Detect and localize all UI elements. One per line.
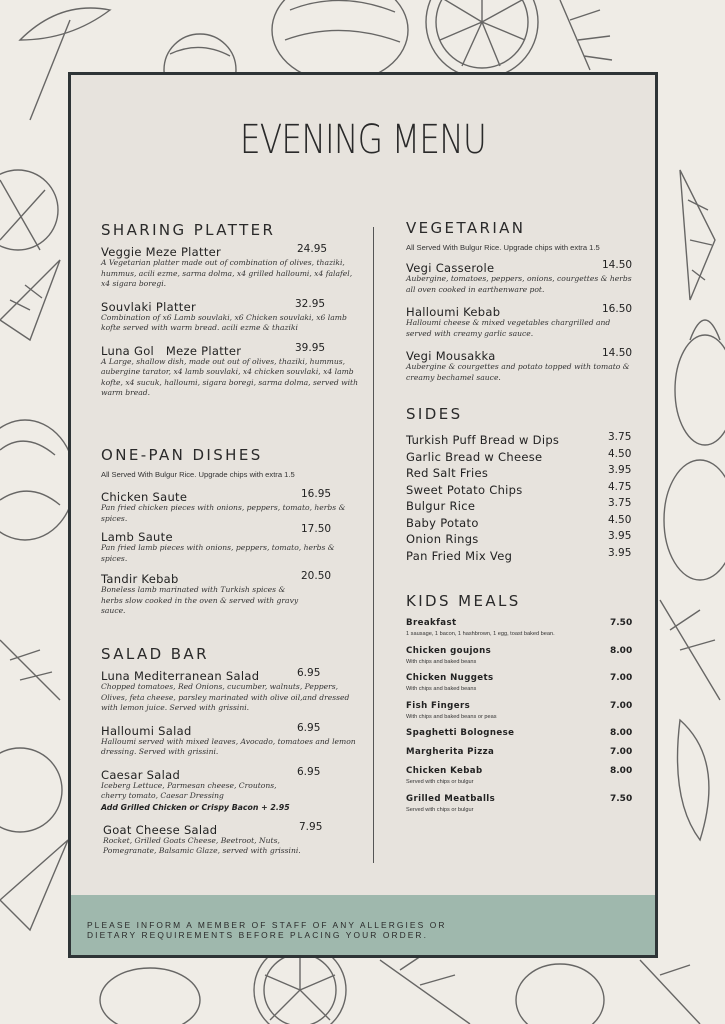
menu-item [101, 570, 359, 617]
section-subtitle: All Served With Bulgur Rice. Upgrade chips with extra 1.5 [101, 470, 295, 479]
item-price: 4.50 [608, 513, 632, 526]
item-price: 7.00 [610, 747, 633, 757]
item-price: 6.95 [297, 667, 321, 679]
menu-item [101, 821, 359, 857]
vegetarian-section [406, 219, 646, 383]
section-subtitle: All Served With Bulgur Rice. Upgrade chips with extra 1.5 [406, 243, 600, 252]
item-name: Turkish Puff Bread w Dips [406, 433, 560, 447]
item-name: Breakfast [406, 618, 457, 628]
item-description: Iceberg Lettuce, Parmesan cheese, Croutons, cherry tomato, Caesar Dressing [101, 780, 277, 800]
item-name: Tandir Kebab [101, 572, 179, 586]
item-price: 8.00 [610, 766, 633, 776]
item-name: Grilled Meatballs [406, 793, 496, 804]
menu-item [101, 523, 359, 564]
menu-item [101, 342, 359, 399]
kids-meals-section [406, 592, 646, 821]
item-price: 14.50 [602, 347, 633, 359]
menu-item [101, 766, 359, 813]
kids-item [406, 673, 646, 694]
item-price: 7.50 [610, 793, 633, 804]
item-name: Chicken goujons [406, 645, 492, 656]
item-name: Luna Gol Meze Platter [101, 343, 242, 358]
item-name: Vegi Mousakka [406, 349, 496, 363]
item-description: Pan fried lamb pieces with onions, peppers, tomato, herbs & spices. [101, 543, 335, 563]
item-name: Chicken Kebab [406, 766, 483, 776]
section-title: ONE-PAN DISHES [101, 446, 263, 464]
menu-item [101, 243, 359, 290]
menu-item [101, 298, 359, 334]
item-price: 8.00 [610, 728, 633, 738]
kids-item [406, 794, 646, 815]
item-price: 4.50 [608, 447, 632, 460]
kids-item [406, 747, 646, 757]
item-price: 6.95 [297, 721, 321, 734]
one-pan-dishes-section [101, 446, 359, 617]
side-item [406, 530, 646, 547]
kids-item [406, 766, 646, 787]
item-price: 3.95 [608, 464, 632, 476]
item-description: Pan fried chicken pieces with onions, peppers, tomato, herbs & spices. [101, 503, 346, 523]
item-name: Chicken Saute [101, 490, 188, 504]
item-description: Combination of x6 Lamb souvlaki, x6 Chicken souvlaki, x6 lamb kofte served with warm bread. acili ezme & thaziki [101, 312, 347, 332]
item-name: Pan Fried Mix Veg [406, 548, 513, 563]
item-description: Aubergine & courgettes and potato topped with tomato & creamy bechamel sauce. [406, 362, 630, 382]
item-name: Garlic Bread w Cheese [406, 449, 543, 464]
section-title: KIDS MEALS [406, 592, 521, 610]
item-name: Caesar Salad [101, 767, 181, 782]
item-name: Red Salt Fries [406, 466, 489, 480]
side-item [406, 497, 646, 514]
item-price: 7.00 [610, 700, 633, 711]
item-price: 7.00 [610, 673, 633, 683]
menu-item [101, 722, 359, 758]
item-price: 6.95 [297, 765, 321, 778]
item-price: 7.50 [610, 618, 633, 628]
item-price: 32.95 [295, 297, 326, 310]
item-description: Served with chips or bulgur [406, 806, 474, 813]
item-price: 16.95 [301, 488, 332, 500]
item-description: Rocket, Grilled Goats Cheese, Beetroot, Nuts, Pomegranate, Balsamic Glaze, served with grissini. [103, 835, 301, 855]
side-item [406, 547, 646, 564]
item-description: Served with chips or bulgur [406, 779, 474, 785]
column-divider [373, 227, 374, 863]
item-description: With chips and baked beans [406, 658, 477, 665]
sharing-platter-section [101, 221, 359, 399]
kids-item [406, 728, 646, 738]
item-price: 7.95 [299, 820, 323, 833]
item-price: 16.50 [602, 303, 633, 315]
item-price: 4.75 [608, 480, 632, 493]
item-name: Souvlaki Platter [101, 299, 196, 314]
item-name: Lamb Saute [101, 530, 173, 544]
item-name: Spaghetti Bolognese [406, 728, 515, 738]
menu-card [68, 72, 658, 958]
item-name: Sweet Potato Chips [406, 482, 523, 497]
menu-item [101, 667, 359, 714]
item-price: 3.75 [608, 431, 632, 443]
allergy-notice [87, 920, 487, 940]
item-price: 3.95 [608, 530, 632, 542]
side-item [406, 481, 646, 498]
item-price: 3.95 [608, 546, 632, 559]
side-item [406, 448, 646, 465]
item-price: 3.75 [608, 497, 632, 509]
item-name: Bulgur Rice [406, 499, 476, 513]
kids-item [406, 618, 646, 639]
kids-item [406, 646, 646, 667]
item-name: Vegi Casserole [406, 261, 495, 275]
side-item [406, 464, 646, 481]
item-price: 39.95 [295, 341, 326, 354]
item-name: Chicken Nuggets [406, 673, 494, 683]
section-title: SALAD BAR [101, 645, 209, 663]
item-description: A Large, shallow dish, made out out of olives, thaziki, hummus, aubergine tarator, x4 lamb souvlaki, x4 chicken souvlaki, x4 lamb kofte, x4 sucuk, halloumi, sigara boregi, sarma dolma, served with warm bread. [101, 356, 358, 397]
item-description: Halloumi served with mixed leaves, Avocado, tomatoes and lemon dressing. Served with grissini. [101, 736, 356, 756]
side-item [406, 431, 646, 448]
allergy-notice-banner [71, 895, 655, 955]
menu-item [101, 488, 359, 524]
item-name: Luna Mediterranean Salad [101, 669, 260, 683]
item-description: 1 sausage, 1 bacon, 1 hashbrown, 1 egg, toast baked bean. [406, 631, 555, 637]
item-description: Boneless lamb marinated with Turkish spices & herbs slow cooked in the oven & served with gravy sauce. [101, 585, 299, 615]
side-item [406, 514, 646, 531]
item-price: 17.50 [301, 523, 332, 535]
kids-item [406, 701, 646, 722]
item-name: Halloumi Salad [101, 723, 192, 738]
item-name: Goat Cheese Salad [103, 822, 218, 837]
allergy-notice-line-2: DIETARY REQUIREMENTS BEFORE PLACING YOUR ORDER. [87, 930, 428, 940]
item-description: Chopped tomatoes, Red Onions, cucumber, walnuts, Peppers, Olives, feta cheese, parsley marinated with olive oil,and dressed with lemon juice. Served with grissini. [101, 682, 350, 712]
item-price: 8.00 [610, 645, 633, 656]
menu-item [406, 347, 646, 383]
item-name: Fish Fingers [406, 700, 471, 711]
sides-section [406, 405, 646, 563]
item-description: With chips and baked beans or peas [406, 713, 497, 720]
item-name: Veggie Meze Platter [101, 245, 222, 259]
item-price: 20.50 [301, 570, 332, 582]
item-price: 24.95 [297, 243, 328, 255]
item-name: Onion Rings [406, 532, 479, 546]
section-title: VEGETARIAN [406, 219, 526, 237]
item-name: Halloumi Kebab [406, 305, 501, 319]
item-name: Baby Potato [406, 515, 479, 530]
allergy-notice-line-1: PLEASE INFORM A MEMBER OF STAFF OF ANY ALLERGIES OR [87, 920, 447, 930]
item-description: With chips and baked beans [406, 686, 477, 692]
menu-title: EVENING MENU [239, 117, 487, 163]
item-description: Aubergine, tomatoes, peppers, onions, courgettes & herbs all oven cooked in earthenware pot. [406, 274, 632, 294]
item-addon: Add Grilled Chicken or Crispy Bacon + 2.95 [101, 802, 290, 812]
salad-bar-section [101, 645, 359, 857]
item-name: Margherita Pizza [406, 747, 495, 757]
menu-item [406, 303, 646, 339]
section-title: SIDES [406, 405, 463, 423]
item-description: A Vegetarian platter made out of combination of olives, thaziki, hummus, acili ezme, sarma dolma, x4 grilled halloumi, x4 falafel, x4 sigara boregi. [101, 258, 353, 288]
item-description: Halloumi cheese & mixed vegetables chargrilled and served with creamy garlic sauce. [406, 318, 611, 338]
menu-item [406, 259, 646, 295]
section-title: SHARING PLATTER [101, 221, 276, 239]
item-price: 14.50 [602, 259, 633, 271]
